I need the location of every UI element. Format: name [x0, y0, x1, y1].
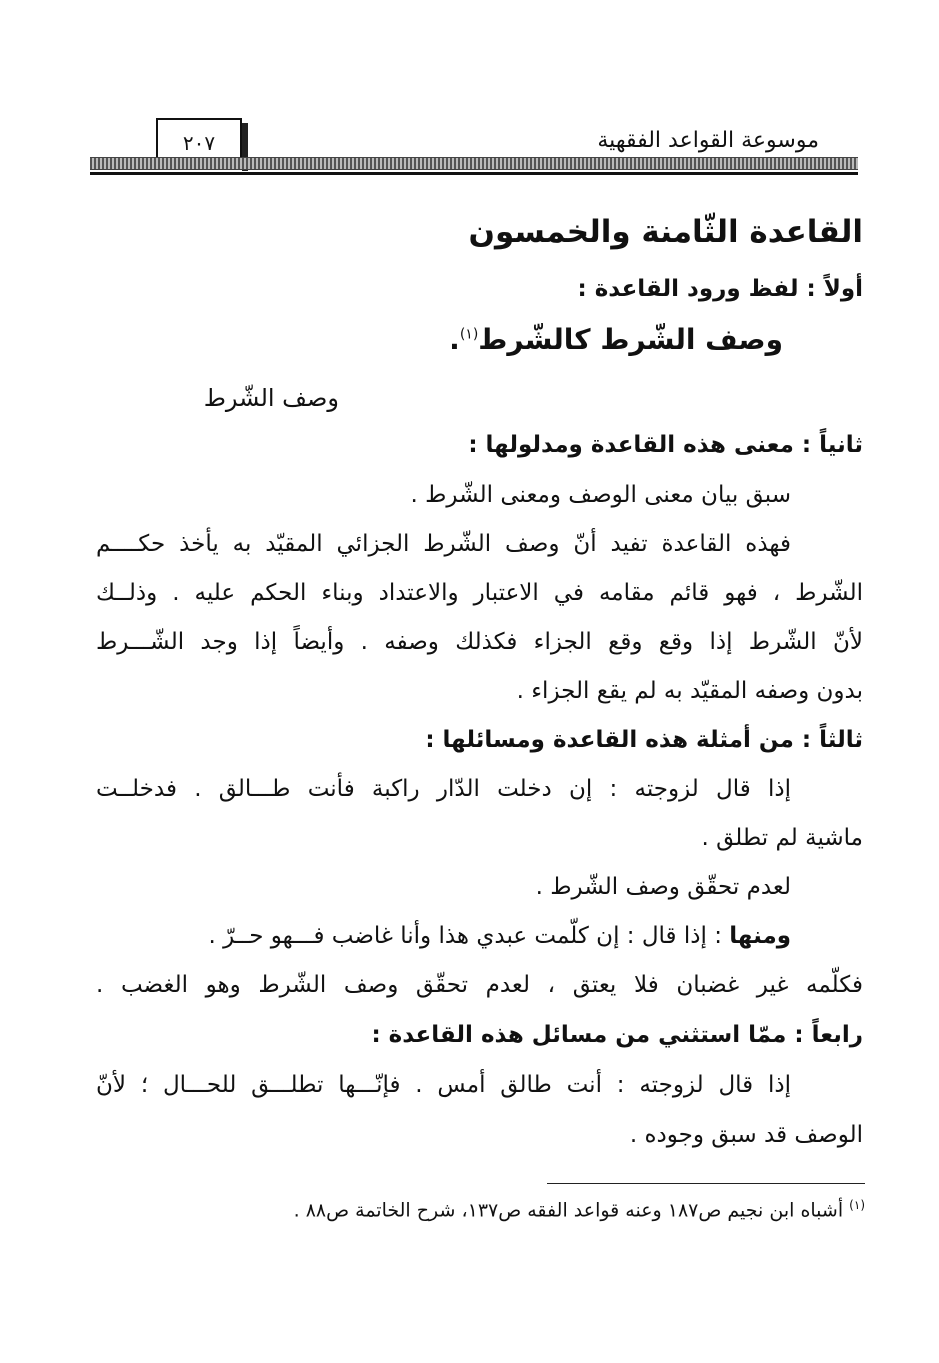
section-heading-3: ثالثاً : من أمثلة هذه القاعدة ومسائلها : — [425, 727, 863, 753]
marginal-note: وصف الشّرط — [203, 384, 339, 412]
header-rule-line — [90, 172, 858, 175]
footnote — [294, 1198, 865, 1221]
section-heading-4: رابعاً : ممّا استثني من مسائل هذه القاعدة : — [371, 1022, 863, 1048]
paragraph-line: سبق بيان معنى الوصف ومعنى الشّرط . — [410, 482, 791, 508]
paragraph-line: لعدم تحقّق وصف الشّرط . — [535, 874, 791, 900]
section-heading-2: ثانياً : معنى هذه القاعدة ومدلولها : — [468, 432, 863, 458]
paragraph-line: إذا قال لزوجته : إن دخلت الدّار راكبة فأنت طـــالق . فدخلــت — [96, 776, 791, 802]
rule-title: القاعدة الثّامنة والخمسون — [468, 214, 863, 250]
rule-statement — [449, 323, 783, 356]
paragraph-line: الشّرط ، فهو قائم مقامه في الاعتبار والاعتداد وبناء الحكم عليه . وذلــك — [96, 580, 863, 606]
paragraph-line: الوصف قد سبق وجوده . — [629, 1122, 863, 1148]
section-heading-1: أولاً : لفظ ورود القاعدة : — [577, 276, 863, 302]
footnote-ref: (١) — [459, 326, 479, 343]
paragraph-line: ماشية لم تطلق . — [701, 825, 863, 851]
paragraph-line: بدون وصفه المقيّد به لم يقع الجزاء . — [516, 678, 863, 704]
paragraph-line: إذا قال لزوجته : أنت طالق أمس . فإنّـــها تطلـــق للحـــال ؛ لأنّ — [96, 1072, 791, 1098]
paragraph-line: لأنّ الشّرط إذا وقع وقع الجزاء فكذلك وصفه . وأيضاً إذا وجد الشّـــرط — [96, 629, 863, 655]
footnote-text: أشباه ابن نجيم ص١٨٧ وعنه قواعد الفقه ص١٣٧، شرح الخاتمة ص٨٨ . — [293, 1199, 844, 1222]
paragraph-line — [208, 923, 791, 949]
footnote-marker: (١) — [849, 1198, 865, 1212]
minha-label: ومنها — [729, 923, 791, 949]
header-rule — [90, 157, 858, 170]
footnote-rule — [547, 1183, 865, 1184]
paragraph-line: فكلّمه غير غضبان فلا يعتق ، لعدم تحقّق وصف الشّرط وهو الغضب . — [96, 972, 863, 998]
page-number: ٢٠٧ — [156, 118, 242, 168]
paragraph-line: فهذه القاعدة تفيد أنّ وصف الشّرط الجزائي المقيّد به يأخذ حكــــم — [96, 531, 791, 557]
rule-text: وصف الشّرط كالشّرط — [478, 323, 783, 356]
minha-text: : إذا قال : إن كلّمت عبدي هذا وأنا غاضب فـــهو حــرّ . — [208, 923, 722, 949]
running-head: موسوعة القواعد الفقهية — [597, 128, 819, 153]
rule-end: . — [449, 323, 460, 356]
